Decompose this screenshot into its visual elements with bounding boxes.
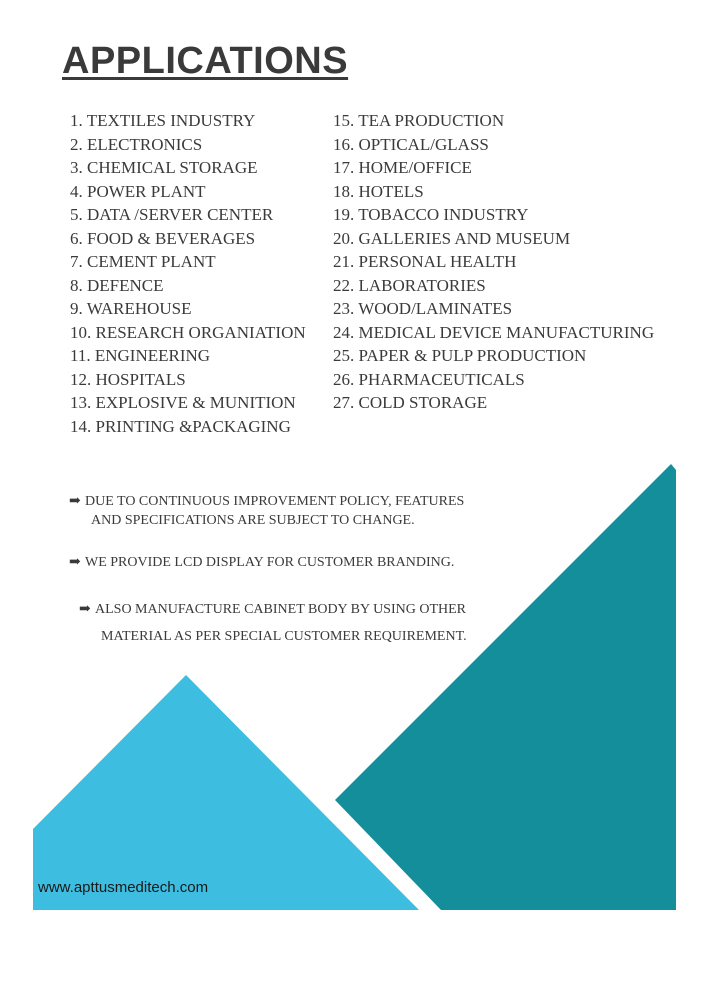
note-cabinet-body: [79, 600, 466, 620]
applications-list-left: [70, 109, 306, 438]
list-item: 14. PRINTING &PACKAGING: [70, 416, 291, 436]
list-item: 18. HOTELS: [333, 181, 424, 201]
list-item: 13. EXPLOSIVE & MUNITION: [70, 393, 296, 412]
note-cabinet-body-line2: MATERIAL AS PER SPECIAL CUSTOMER REQUIREMENT.: [101, 629, 467, 644]
list-item: 27. COLD STORAGE: [333, 393, 488, 412]
list-item: 11. ENGINEERING: [70, 346, 211, 365]
note-continuous-improvement-line2: AND SPECIFICATIONS ARE SUBJECT TO CHANGE.: [91, 513, 415, 528]
note-text: ALSO MANUFACTURE CABINET BODY BY USING OTHER: [95, 602, 467, 617]
list-item: 26. PHARMACEUTICALS: [333, 369, 525, 389]
list-item: 8. DEFENCE: [70, 275, 164, 295]
list-item: 2. ELECTRONICS: [70, 134, 203, 154]
list-item: 9. WAREHOUSE: [70, 299, 192, 318]
page-title: APPLICATIONS: [62, 40, 349, 82]
list-item: 7. CEMENT PLANT: [70, 252, 216, 271]
website-url[interactable]: www.apttusmeditech.com: [38, 879, 209, 896]
applications-list-right: [333, 109, 654, 415]
note-lcd-display: [69, 553, 454, 573]
list-item: 16. OPTICAL/GLASS: [333, 134, 489, 154]
list-item: 6. FOOD & BEVERAGES: [70, 228, 256, 248]
list-item: 20. GALLERIES AND MUSEUM: [333, 228, 571, 248]
note-text: WE PROVIDE LCD DISPLAY FOR CUSTOMER BRANDING.: [85, 555, 455, 570]
list-item: 1. TEXTILES INDUSTRY: [70, 111, 256, 130]
list-item: 12. HOSPITALS: [70, 369, 186, 389]
list-item: 21. PERSONAL HEALTH: [333, 252, 517, 271]
list-item: 23. WOOD/LAMINATES: [333, 299, 513, 318]
arrow-right-icon: ➡: [69, 494, 81, 509]
note-text: DUE TO CONTINUOUS IMPROVEMENT POLICY, FEATURES: [85, 494, 465, 509]
arrow-right-icon: ➡: [69, 555, 81, 570]
list-item: 5. DATA /SERVER CENTER: [70, 205, 274, 224]
list-item: 3. CHEMICAL STORAGE: [70, 158, 258, 177]
list-item: 10. RESEARCH ORGANIATION: [70, 322, 306, 342]
list-item: 17. HOME/OFFICE: [333, 158, 472, 177]
list-item: 25. PAPER & PULP PRODUCTION: [333, 346, 587, 365]
list-item: 24. MEDICAL DEVICE MANUFACTURING: [333, 322, 655, 342]
list-item: 22. LABORATORIES: [333, 275, 486, 295]
list-item: 15. TEA PRODUCTION: [333, 111, 505, 130]
arrow-right-icon: ➡: [79, 602, 91, 617]
list-item: 19. TOBACCO INDUSTRY: [333, 205, 529, 224]
note-continuous-improvement: [69, 492, 464, 512]
list-item: 4. POWER PLANT: [70, 181, 206, 201]
